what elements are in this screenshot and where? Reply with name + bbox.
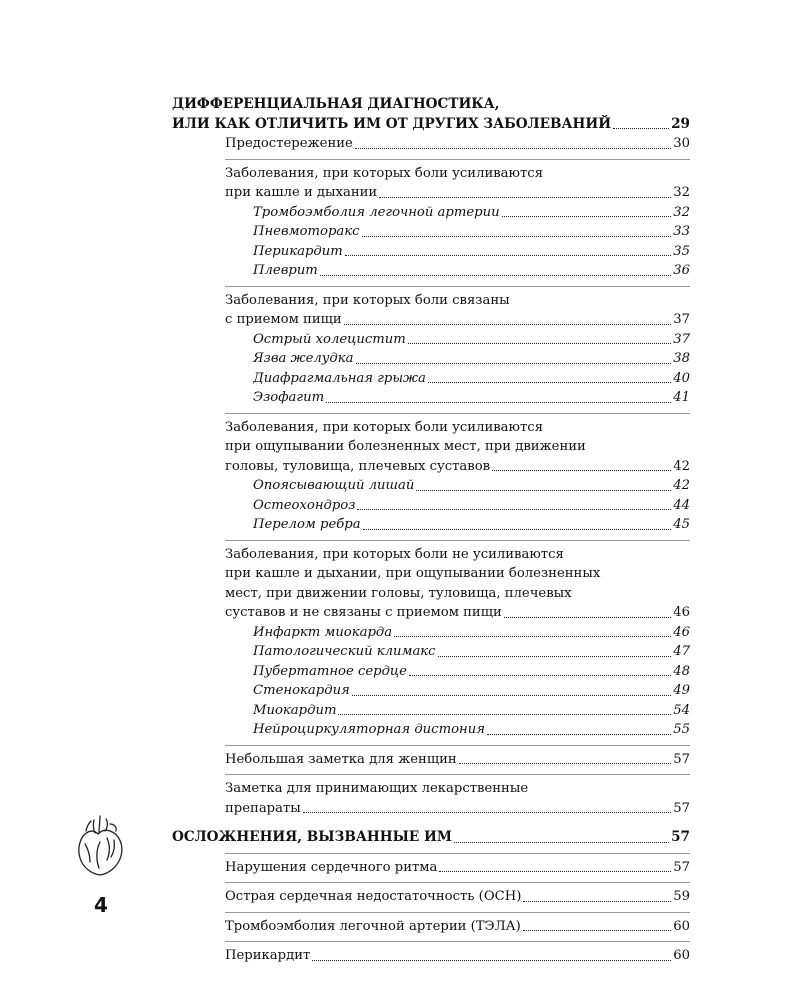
entry-title: Миокардит xyxy=(253,702,337,718)
leader-dots xyxy=(438,656,672,657)
toc-subentry[interactable] xyxy=(172,701,690,721)
toc-subentry[interactable] xyxy=(172,349,690,369)
page-ref: 47 xyxy=(673,644,690,659)
leader-dots xyxy=(492,470,671,471)
toc-entry[interactable] xyxy=(172,603,690,623)
group-title-line: с приемом пищи xyxy=(225,312,342,327)
page-ref: 30 xyxy=(673,136,690,151)
entry-title: Тромбоэмболия легочной артерии xyxy=(253,204,500,220)
entry-title: Перикардит xyxy=(225,948,311,963)
page-ref: 42 xyxy=(673,458,690,474)
toc-subentry[interactable] xyxy=(172,642,690,662)
entry-title-line: препараты xyxy=(225,800,301,816)
page-ref: 37 xyxy=(673,312,690,327)
leader-dots xyxy=(408,343,671,344)
entry-title: Нарушения сердечного ритма xyxy=(225,859,438,875)
leader-dots xyxy=(356,363,672,364)
toc-entry[interactable] xyxy=(172,946,690,966)
page-ref: 48 xyxy=(673,663,690,679)
table-of-contents xyxy=(172,95,690,966)
toc-subentry[interactable] xyxy=(172,515,690,535)
page-ref: 49 xyxy=(673,683,690,698)
entry-title: Диафрагмальная грыжа xyxy=(253,370,426,386)
page-ref: 55 xyxy=(673,722,690,737)
section-title-line: ИЛИ КАК ОТЛИЧИТЬ ИМ ОТ ДРУГИХ ЗАБОЛЕВАНИЙ xyxy=(172,115,612,132)
entry-title: Нейроциркуляторная дистония xyxy=(253,722,485,737)
toc-subentry[interactable] xyxy=(172,623,690,643)
group-title-line: Заболевания, при которых боли усиливаются xyxy=(225,419,544,435)
toc-entry[interactable] xyxy=(172,750,690,770)
entry-title-line: Заметка для принимающих лекарственные xyxy=(225,781,529,796)
divider xyxy=(225,882,690,883)
entry-title: Острая сердечная недостаточность (ОСН) xyxy=(225,889,522,904)
divider xyxy=(225,941,690,942)
page-ref: 45 xyxy=(673,517,690,532)
leader-dots xyxy=(459,763,672,764)
toc-entry[interactable] xyxy=(172,858,690,878)
toc-entry[interactable] xyxy=(172,183,690,203)
leader-dots xyxy=(439,871,671,872)
entry-title: Пневмоторакс xyxy=(253,224,360,239)
toc-entry-differential[interactable] xyxy=(172,115,690,135)
page-ref: 32 xyxy=(673,185,690,200)
entry-title: Плеврит xyxy=(253,263,318,278)
divider xyxy=(225,853,690,854)
page-ref: 40 xyxy=(673,370,690,386)
entry-title: Стенокардия xyxy=(253,683,350,698)
toc-subentry[interactable] xyxy=(172,388,690,408)
toc-entry[interactable] xyxy=(172,457,690,477)
toc-entry[interactable] xyxy=(172,887,690,907)
leader-dots xyxy=(338,714,671,715)
entry-title: Перелом ребра xyxy=(253,517,361,532)
leader-dots xyxy=(487,734,671,735)
entry-title: Предостережение xyxy=(225,136,353,151)
entry-title: Остеохондроз xyxy=(253,497,356,513)
section-title-line: ДИФФЕРЕНЦИАЛЬНАЯ ДИАГНОСТИКА, xyxy=(172,96,500,112)
leader-dots xyxy=(326,402,671,403)
leader-dots xyxy=(504,617,671,618)
leader-dots xyxy=(428,382,671,383)
entry-title: Опоясывающий лишай xyxy=(253,478,415,493)
anatomical-heart-icon xyxy=(74,812,126,878)
divider xyxy=(225,745,690,746)
toc-entry[interactable] xyxy=(172,310,690,330)
entry-title: Патологический климакс xyxy=(253,644,436,659)
page-number: 4 xyxy=(94,893,108,917)
toc-subentry[interactable] xyxy=(172,242,690,262)
leader-dots xyxy=(363,529,672,530)
page-ref: 38 xyxy=(673,351,690,366)
page-ref: 57 xyxy=(671,829,690,845)
leader-dots xyxy=(502,216,672,217)
page-ref: 46 xyxy=(673,624,690,640)
page-ref: 57 xyxy=(673,751,690,767)
leader-dots xyxy=(357,509,671,510)
divider xyxy=(225,912,690,913)
leader-dots xyxy=(352,695,671,696)
toc-subentry[interactable] xyxy=(172,662,690,682)
toc-subentry[interactable] xyxy=(172,330,690,350)
toc-subentry[interactable] xyxy=(172,496,690,516)
page-ref: 46 xyxy=(673,605,690,620)
group-title-line: Заболевания, при которых боли не усиливаются xyxy=(225,546,564,562)
page-ref: 54 xyxy=(673,702,690,718)
page-ref: 57 xyxy=(673,800,690,816)
leader-dots xyxy=(523,930,671,931)
toc-subentry[interactable] xyxy=(172,681,690,701)
leader-dots xyxy=(362,236,672,237)
page-ref: 60 xyxy=(673,918,690,934)
entry-title: Острый холецистит xyxy=(253,331,406,347)
leader-dots xyxy=(409,675,671,676)
divider xyxy=(225,540,690,541)
leader-dots xyxy=(454,842,669,843)
toc-entry[interactable] xyxy=(172,799,690,819)
page-ref: 57 xyxy=(673,859,690,875)
divider xyxy=(225,286,690,287)
group-title-line: головы, туловища, плечевых суставов xyxy=(225,458,491,474)
page-ref: 32 xyxy=(673,204,690,220)
entry-title: Небольшая заметка для женщин xyxy=(225,751,457,767)
group-title-line: суставов и не связаны с приемом пищи xyxy=(225,605,502,620)
toc-subentry[interactable] xyxy=(172,261,690,281)
entry-title: Пубертатное сердце xyxy=(253,663,407,679)
group-title-line: при кашле и дыхании, при ощупывании болезненных xyxy=(225,566,601,581)
page-ref: 33 xyxy=(673,224,690,239)
entry-title: Тромбоэмболия легочной артерии (ТЭЛА) xyxy=(225,918,521,934)
leader-dots xyxy=(344,324,672,325)
group-title-line: Заболевания, при которых боли усиливаются xyxy=(225,165,544,181)
entry-title: Инфаркт миокарда xyxy=(253,624,393,640)
leader-dots xyxy=(523,901,671,902)
leader-dots xyxy=(345,255,671,256)
leader-dots xyxy=(320,275,671,276)
divider xyxy=(225,774,690,775)
toc-entry[interactable] xyxy=(172,917,690,937)
section-title: ОСЛОЖНЕНИЯ, ВЫЗВАННЫЕ ИМ xyxy=(172,829,452,845)
divider xyxy=(225,413,690,414)
page-ref: 35 xyxy=(673,243,690,259)
page-ref: 60 xyxy=(673,948,690,963)
group-title-line: при кашле и дыхании xyxy=(225,185,378,200)
page-ref: 37 xyxy=(673,331,690,347)
page-ref: 41 xyxy=(673,390,690,405)
leader-dots xyxy=(312,960,671,961)
entry-title: Перикардит xyxy=(253,243,343,259)
leader-dots xyxy=(416,490,671,491)
group-title-line: при ощупывании болезненных мест, при движении xyxy=(225,439,586,454)
leader-dots xyxy=(303,812,671,813)
group-title-line: Заболевания, при которых боли связаны xyxy=(225,292,510,308)
toc-subentry[interactable] xyxy=(172,203,690,223)
leader-dots xyxy=(613,128,669,129)
page-ref: 42 xyxy=(673,478,690,493)
toc-subentry[interactable] xyxy=(172,720,690,740)
entry-title: Язва желудка xyxy=(253,351,354,366)
toc-subentry[interactable] xyxy=(172,222,690,242)
page-ref: 59 xyxy=(673,889,690,904)
divider xyxy=(225,159,690,160)
page-ref: 36 xyxy=(673,263,690,278)
page-ref: 29 xyxy=(671,115,690,132)
toc-subentry[interactable] xyxy=(172,369,690,389)
toc-subentry[interactable] xyxy=(172,476,690,496)
page-ref: 44 xyxy=(673,497,690,513)
toc-entry[interactable] xyxy=(172,134,690,154)
leader-dots xyxy=(379,197,671,198)
leader-dots xyxy=(394,636,671,637)
toc-entry-complications[interactable] xyxy=(172,828,690,848)
group-title-line: мест, при движении головы, туловища, плечевых xyxy=(225,585,572,601)
entry-title: Эзофагит xyxy=(253,390,325,405)
leader-dots xyxy=(355,148,671,149)
